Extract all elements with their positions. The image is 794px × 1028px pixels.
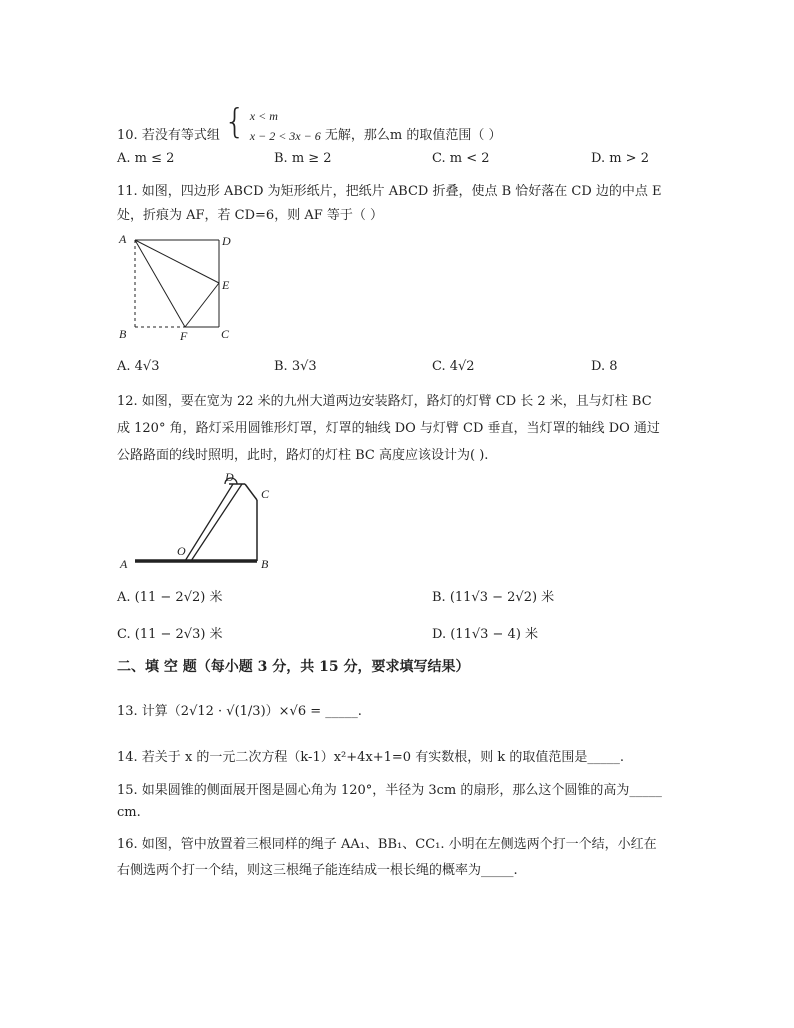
q11-label-f: F <box>180 329 188 342</box>
q12-stem-line2: 成 120° 角，路灯采用圆锥形灯罩，灯罩的轴线 DO 与灯臂 CD 垂直，当灯罩的轴线 DO 通过 <box>117 421 660 436</box>
q10-system <box>250 106 321 146</box>
q11-label-d: D <box>222 234 231 248</box>
q10-option-b[interactable]: B. m ≥ 2 <box>274 151 332 166</box>
q10-ineq2: x − 2 < 3x − 6 <box>249 128 321 143</box>
q11-label-a: A <box>119 232 127 246</box>
q11-option-a[interactable]: A. 4√3 <box>117 359 160 374</box>
q12-label-b: B <box>261 557 269 571</box>
q11-label-b: B <box>119 327 127 341</box>
q10-brace: { <box>223 102 246 142</box>
q14-text: 14. 若关于 x 的一元二次方程（k-1）x²+4x+1=0 有实数根，则 k 的取值范围是_____. <box>117 750 624 765</box>
q12-label-d: D <box>225 470 234 484</box>
q10-option-c[interactable]: C. m < 2 <box>432 151 490 166</box>
q11-stem-line2: 处，折痕为 AF，若 CD=6，则 AF 等于（ ） <box>117 208 384 223</box>
section-2-title: 二、填 空 题（每小题 3 分，共 15 分，要求填写结果） <box>117 659 470 675</box>
q10-prefix: 若没有等式组 <box>141 128 220 143</box>
q12-option-a[interactable]: A. (11 − 2√2) 米 <box>117 590 223 605</box>
q10-option-a[interactable]: A. m ≤ 2 <box>117 151 175 166</box>
q10-stem <box>117 100 502 143</box>
q15-line2: cm. <box>117 805 141 820</box>
q16-line2: 右侧选两个打一个结，则这三根绳子能连结成一根长绳的概率为_____. <box>117 863 518 878</box>
q12-option-d[interactable]: D. (11√3 − 4) 米 <box>432 627 539 642</box>
q12-label-c: C <box>261 487 270 501</box>
q11-option-c[interactable]: C. 4√2 <box>432 359 475 374</box>
q15-line1: 15. 如果圆锥的侧面展开图是圆心角为 120°，半径为 3cm 的扇形，那么这个圆锥的高为_____ <box>117 783 662 798</box>
q11-stem-line1: 11. 如图，四边形 ABCD 为矩形纸片，把纸片 ABCD 折叠，使点 B 恰好落在 CD 边的中点 E <box>117 184 662 199</box>
q12-label-o: O <box>177 544 186 558</box>
q13-text: 13. 计算（2√12 · √(1/3)）×√6 = _____. <box>117 704 362 719</box>
q11-label-e: E <box>222 278 230 292</box>
q12-figure <box>115 468 285 573</box>
q12-option-b[interactable]: B. (11√3 − 2√2) 米 <box>432 590 555 605</box>
q16-line1: 16. 如图，管中放置着三根同样的绳子 AA₁、BB₁、CC₁. 小明在左侧选两个打一个结，小红在 <box>117 837 657 852</box>
q12-stem-line3: 公路路面的线时照明，此时，路灯的灯柱 BC 高度应该设计为( ). <box>117 448 489 463</box>
q12-stem-line1: 12. 如图，要在宽为 22 米的九州大道两边安装路灯，路灯的灯臂 CD 长 2 米，且与灯柱 BC <box>117 394 652 409</box>
q10-option-d[interactable]: D. m > 2 <box>591 151 649 166</box>
q12-label-a: A <box>120 557 128 571</box>
q10-number: 10. <box>117 128 138 143</box>
q11-option-b[interactable]: B. 3√3 <box>274 359 317 374</box>
q10-ineq1: x < m <box>249 108 278 123</box>
q11-label-c: C <box>221 327 230 341</box>
q10-suffix: 无解，那么m 的取值范围（ ） <box>324 128 502 143</box>
q12-option-c[interactable]: C. (11 − 2√3) 米 <box>117 627 223 642</box>
q11-option-d[interactable]: D. 8 <box>591 359 618 374</box>
q11-figure <box>115 232 245 342</box>
